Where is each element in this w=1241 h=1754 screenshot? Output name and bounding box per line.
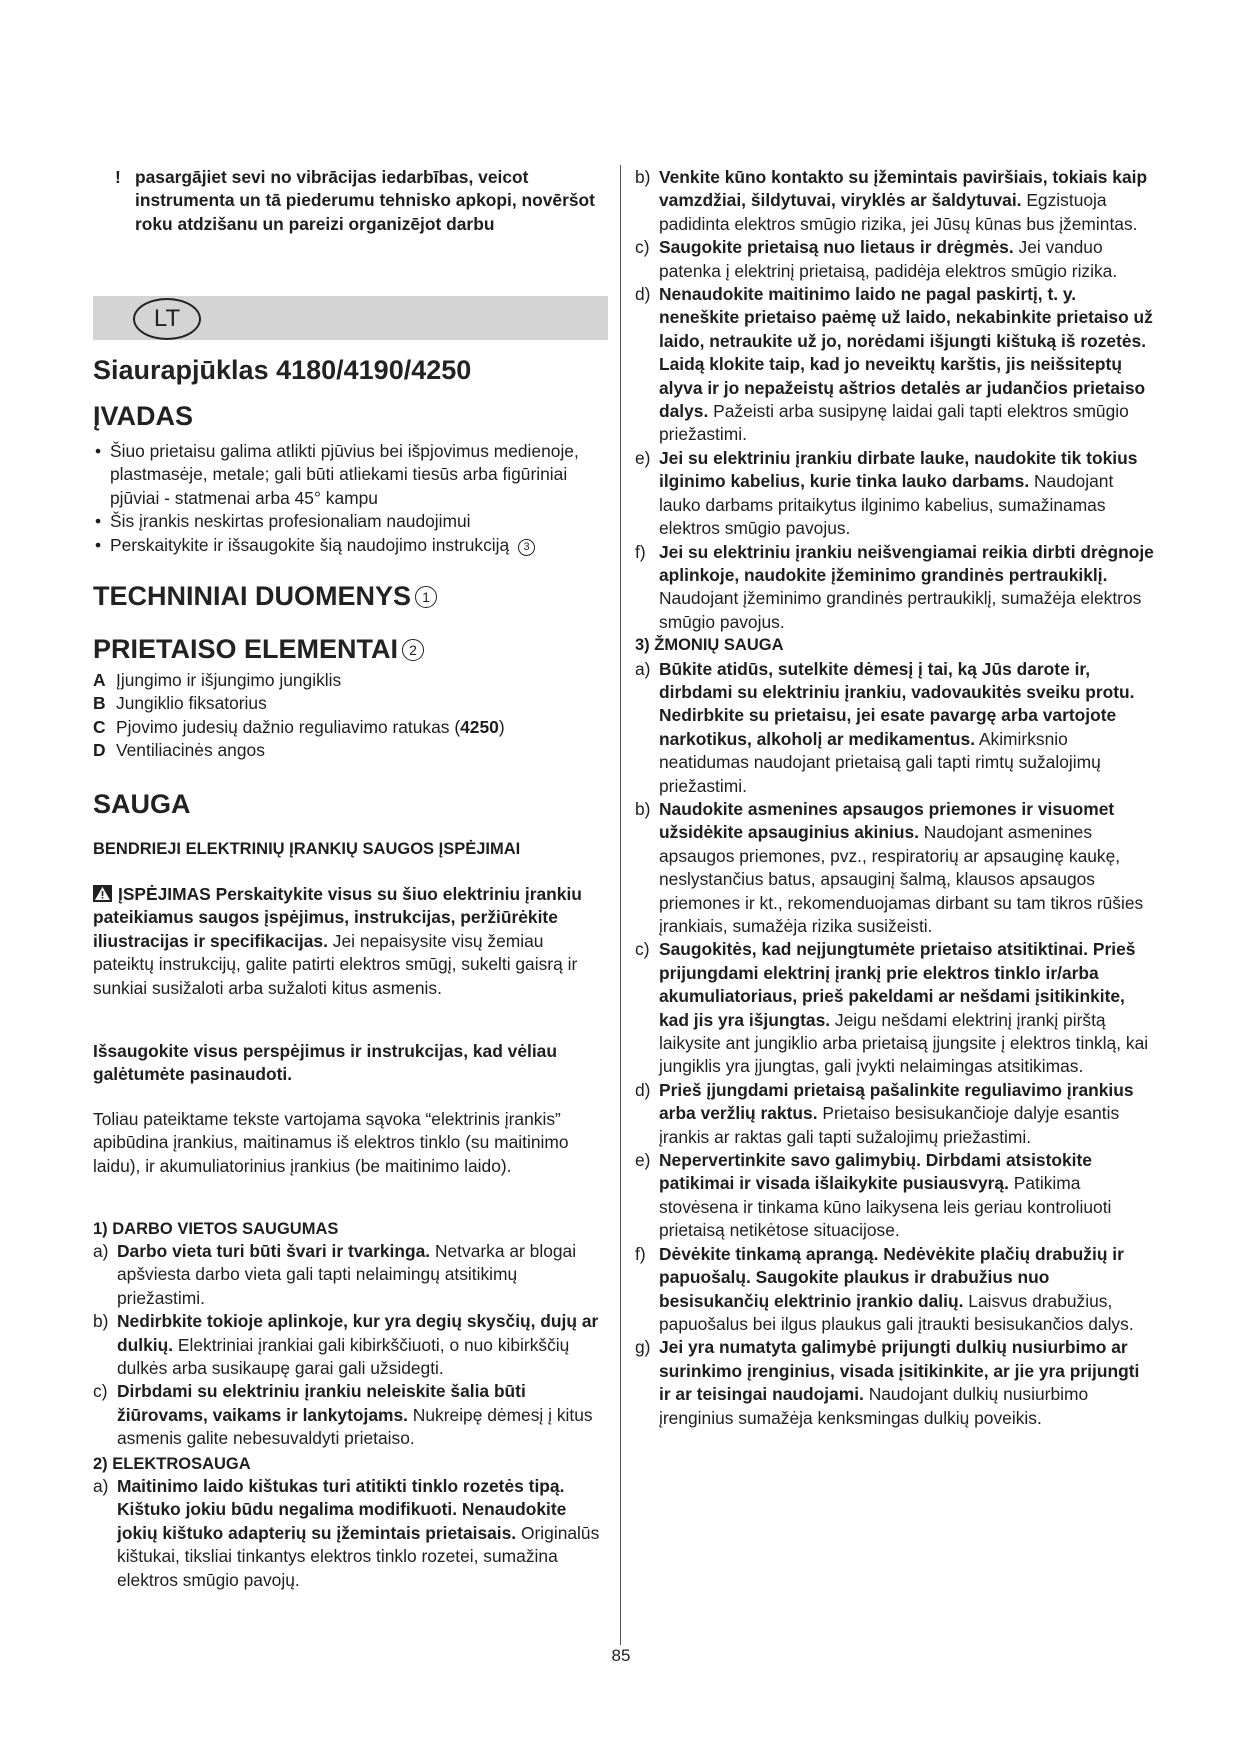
- personal-item: b) Naudokite asmenines apsaugos priemones ir visuomet užsidėkite apsauginius akinius. Naudojant asmenines apsaugos priemones, pvz., respiratorių ar apsauginę kaukę, neslystančius batus, apsauginį šalmą, klausos apsaugos priemones ir kt., rekomenduojamas dirbant su tam tikros rūšies įrankiais, sumažėja rizika susižeisti.: [635, 798, 1144, 936]
- keep-instructions: Išsaugokite visus perspėjimus ir instrukcijas, kad vėliau galėtumėte pasinaudoti.: [93, 1041, 557, 1085]
- lv-note: [115, 166, 625, 236]
- language-bar: [93, 296, 608, 340]
- element-item: C Pjovimo judesių dažnio reguliavimo ratukas (4250): [93, 716, 505, 737]
- personal-item: d) Prieš įjungdami prietaisą pašalinkite reguliavimo įrankius arba veržlių raktus. Prietaiso besisukančioje dalyje esantis įrankis ar raktas gali tapti sužalojimų priežastimi.: [635, 1079, 1134, 1147]
- warning-paragraph: ĮSPĖJIMAS Perskaitykite visus su šiuo elektriniu įrankiu pateikiamus saugos įspėjimus, instrukcijas, peržiūrėkite iliustracijas ir specifikacijas. Jei nepaisysite visų žemiau pateiktų instrukcijų, galite patirti elektros smūgį, sukelti gaisrą ir sunkiai susižaloti arba sužaloti kitus asmenis.: [93, 884, 582, 998]
- element-item: A Įjungimo ir išjungimo jungiklis: [93, 670, 342, 690]
- personal-item: c) Saugokitės, kad neįjungtumėte prietaiso atsitiktinai. Prieš prijungdami elektrinį įrankį prie elektros tinklo ir/arba akumuliatoriaus, prieš pakeldami ar nešdami įsitikinkite, kad jis yra išjungtas. Jeigu nešdami elektrinį įrankį pirštą laikysite ant jungiklio arba prietaisą įjungsite į elektros tinklą, kai jungiklis yra įjungtas, gali įvykti nelaimingas atsitikimas.: [635, 939, 1149, 1077]
- term-definition: Toliau pateiktame tekste vartojama sąvoka “elektrinis įrankis” apibūdina įrankius, maitinamus iš elektros tinklo (su maitinimo laidu), ir akumuliatorinius įrankius (be maitinimo laido).: [93, 1109, 569, 1176]
- personal-item: f) Dėvėkite tinkamą aprangą. Nedėvėkite plačių drabužių ir papuošalų. Saugokite plaukus ir drabužius nuo besisukančių elektrinio įrankio dalių. Laisvus drabužius, papuošalus bei ilgus plaukus gali įtraukti besisukančios dalys.: [635, 1243, 1134, 1334]
- figure-ref-icon: 3: [518, 539, 535, 556]
- intro-bullet: • Šiuo prietaisu galima atlikti pjūvius bei išpjovimus medienoje, plastmasėje, metale; gali būti atliekami tiesūs arba figūriniai pjūviai - statmenai arba 45° kampu: [95, 441, 579, 508]
- personal-item: g) Jei yra numatyta galimybė prijungti dulkių nusiurbimo ar surinkimo įrenginius, visada įsitikinkite, ar jie yra prijungti ir ar teisingai naudojami. Naudojant dulkių nusiurbimo įrenginius sumažėja kenksmingas dulkių poveikis.: [635, 1337, 1140, 1428]
- personal-heading: 3) ŽMONIŲ SAUGA: [635, 636, 784, 655]
- safety-subheading: BENDRIEJI ELEKTRINIŲ ĮRANKIŲ SAUGOS ĮSPĖJIMAI: [93, 840, 521, 858]
- warning-triangle-icon: [93, 885, 112, 902]
- work-area-item: b) Nedirbkite tokioje aplinkoje, kur yra degių skysčių, dujų ar dulkių. Elektriniai įrankiai gali kibirkščiuoti, o nuo kibirkščių dulkės arba susikaupę garai gali užsidegti.: [93, 1311, 599, 1379]
- personal-item: e) Nepervertinkite savo galimybių. Dirbdami atsistokite patikimai ir visada išlaikykite pusiausvyrą. Patikima stovėsena ir tinkama kūno laikysena leis geriau kontroliuoti prietaisą netikėtose situacijose.: [635, 1150, 1112, 1241]
- work-area-item: c) Dirbdami su elektriniu įrankiu neleiskite šalia būti žiūrovams, vaikams ir lankytojams. Nukreipę dėmesį į kitus asmenis galite nebesuvaldyti prietaiso.: [93, 1381, 593, 1449]
- element-item: D Ventiliacinės angos: [93, 740, 265, 761]
- language-badge: LT: [133, 298, 201, 340]
- lv-note-text: pasargājiet sevi no vibrācijas iedarbības, veicot instrumenta un tā piederumu tehnisko apkopi, novēršot roku atdzišanu un pareizi organizējot darbu: [135, 167, 595, 234]
- element-item: B Jungiklio fiksatorius: [93, 693, 267, 714]
- lv-note-mark: !: [115, 167, 121, 187]
- column-divider: [620, 165, 621, 1645]
- electrical-item: a) Maitinimo laido kištukas turi atitikti tinklo rozetės tipą. Kištuko jokiu būdu negalima modifikuoti. Nenaudokite jokių kištuko adapterių su įžemintais prietaisais. Originalūs kištukai, tiksliai tinkantys elektros tinklo rozetei, sumažina elektros smūgio pavojų.: [93, 1476, 600, 1590]
- elements-list: [93, 669, 608, 763]
- electrical-heading: 2) ELEKTROSAUGA: [93, 1455, 251, 1473]
- bullet-dot: •: [95, 441, 102, 461]
- figure-ref-icon: 1: [415, 586, 437, 608]
- work-area-list: [93, 1240, 608, 1451]
- personal-item: a) Būkite atidūs, sutelkite dėmesį į tai, ką Jūs darote ir, dirbdami su elektriniu įrankiu, vadovaukitės sveiku protu. Nedirbkite su prietaisu, jei esate pavargę arba vartojote narkotikus, alkoholį ar medikamentus. Akimirksnio neatidumas naudojant prietaisą gali tapti rimtų sužalojimų priežastimi.: [635, 658, 1135, 796]
- electrical-item: d) Nenaudokite maitinimo laido ne pagal paskirtį, t. y. neneškite prietaiso paėmę už laido, nekabinkite prietaiso už laido, netraukite už jo, norėdami išjungti kištuką iš rozetės. Laidą klokite taip, kad jo neveiktų karštis, jis neišsiteptų alyva ir jo nepažeistų aštrios detalės ar judančios prietaiso dalys. Pažeisti arba susipynę laidai gali tapti elektros smūgio priežastimi.: [635, 284, 1153, 445]
- electrical-item: e) Jei su elektriniu įrankiu dirbate lauke, naudokite tik tokius ilginimo kabelius, kurie tinka lauko darbams. Naudojant lauko darbams pritaikytus ilginimo kabelius, sumažinamas elektros smūgio pavojus.: [635, 447, 1138, 539]
- electrical-item: c) Saugokite prietaisą nuo lietaus ir drėgmės. Jei vanduo patenka į elektrinį prietaisą, padidėja elektros smūgio rizika.: [635, 237, 1118, 281]
- safety-heading: SAUGA: [93, 789, 191, 819]
- figure-ref-icon: 2: [402, 639, 424, 661]
- page-number: 85: [611, 1646, 631, 1665]
- electrical-item: f) Jei su elektriniu įrankiu neišvengiamai reikia dirbti drėgnoje aplinkoje, naudokite įžeminimo grandinės pertraukiklį. Naudojant įžeminimo grandinės pertraukiklį, sumažėja elektros smūgio pavojus.: [635, 541, 1154, 632]
- electrical-list-right: [635, 166, 1155, 1430]
- electrical-item: b) Venkite kūno kontakto su įžemintais paviršiais, tokiais kaip vamzdžiai, šildytuvai, viryklės ar šaldytuvai. Egzistuoja padidinta elektros smūgio rizika, jei Jūsų kūnas bus įžemintas.: [635, 167, 1148, 234]
- work-area-heading: 1) DARBO VIETOS SAUGUMAS: [93, 1220, 339, 1238]
- elements-heading: PRIETAISO ELEMENTAI 2: [93, 633, 424, 665]
- bullet-dot: •: [95, 534, 102, 555]
- electrical-list-left: [93, 1475, 608, 1592]
- intro-heading: ĮVADAS: [93, 401, 194, 431]
- product-title: Siaurapjūklas 4180/4190/4250: [93, 355, 472, 385]
- intro-bullets: [93, 440, 608, 557]
- tech-heading: TECHNINIAI DUOMENYS 1: [93, 580, 437, 612]
- bullet-dot: •: [95, 511, 102, 532]
- work-area-item: a) Darbo vieta turi būti švari ir tvarkinga. Netvarka ar blogai apšviesta darbo vieta gali tapti nelaimingų atsitikimų priežastimi.: [93, 1241, 577, 1308]
- intro-bullet: • Šis įrankis neskirtas profesionaliam naudojimui: [93, 510, 608, 533]
- intro-bullet: • Perskaitykite ir išsaugokite šią naudojimo instrukciją 3: [93, 534, 608, 557]
